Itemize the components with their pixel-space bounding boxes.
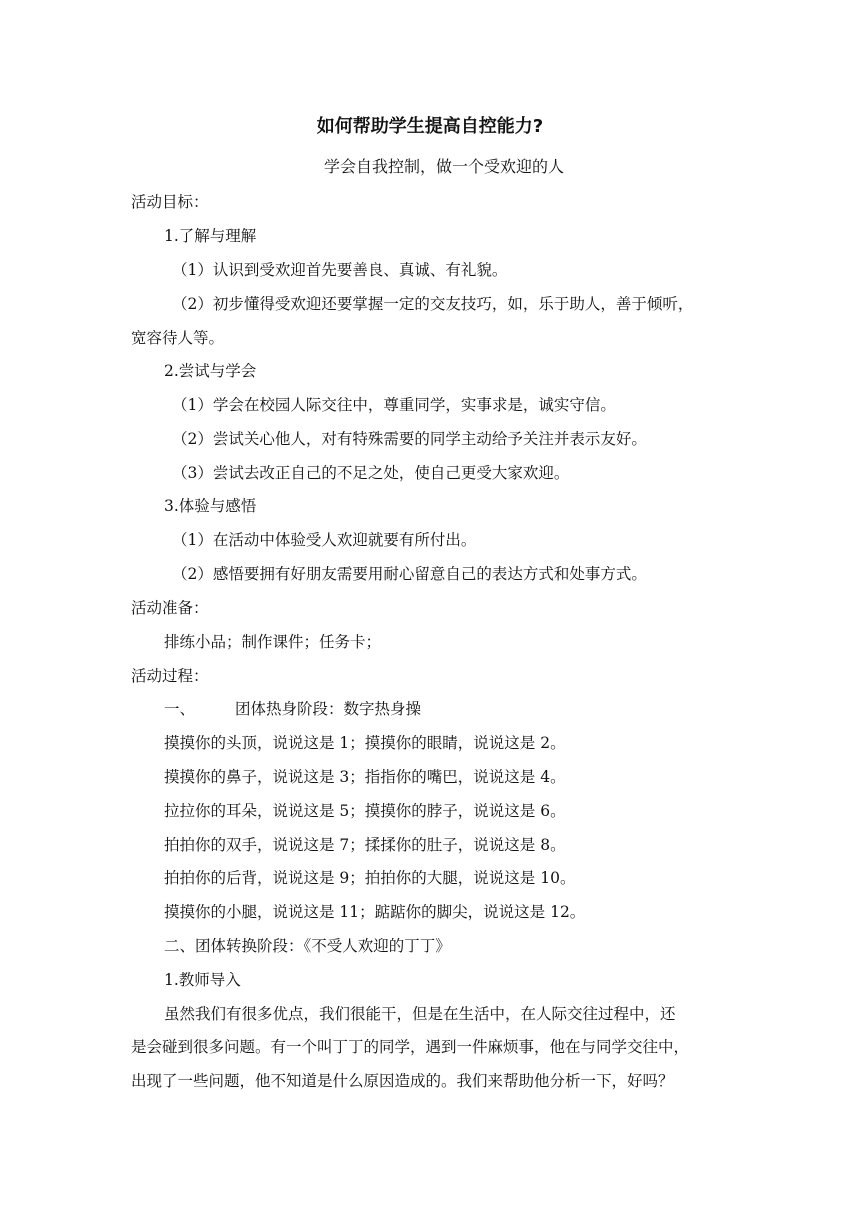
stage2-heading: 二、团体转换阶段：《不受人欢迎的丁丁》: [164, 937, 451, 955]
goal-heading-1: 1.了解与理解: [164, 227, 257, 245]
intro-line: 出现了一些问题，他不知道是什么原因造成的。我们来帮助他分析一下，好吗？: [131, 1072, 674, 1090]
prep-heading: 活动准备：: [131, 599, 209, 617]
stage1-title: 团体热身阶段：数字热身操: [235, 700, 422, 718]
warmup-line: 拍拍你的后背，说说这是 9；拍拍你的大腿，说说这是 10。: [164, 869, 576, 887]
stage1-heading: [164, 697, 421, 721]
warmup-line: 拍拍你的双手，说说这是 7；揉揉你的肚子，说说这是 8。: [164, 836, 566, 854]
intro-line: 虽然我们有很多优点，我们很能干，但是在生活中，在人际交往过程中，还: [164, 1005, 676, 1023]
warmup-line: 拉拉你的耳朵，说说这是 5；摸摸你的脖子，说说这是 6。: [164, 802, 566, 820]
process-heading: 活动过程：: [131, 667, 209, 685]
goal-item: （1）学会在校园人际交往中，尊重同学，实事求是，诚实守信。: [172, 396, 616, 414]
goal-item: （3）尝试去改正自己的不足之处，使自己更受大家欢迎。: [172, 464, 570, 482]
intro-line: 是会碰到很多问题。有一个叫丁丁的同学，遇到一件麻烦事，他在与同学交往中，: [131, 1038, 690, 1056]
goal-item: （1）认识到受欢迎首先要善良、真诚、有礼貌。: [172, 261, 508, 279]
goal-item: （2）初步懂得受欢迎还要掌握一定的交友技巧，如，乐于助人，善于倾听，: [172, 295, 694, 313]
goal-item: （2）尝试关心他人，对有特殊需要的同学主动给予关注并表示友好。: [172, 430, 647, 448]
warmup-line: 摸摸你的小腿，说说这是 11；踮踮你的脚尖，说说这是 12。: [164, 903, 586, 921]
stage1-number: 一、: [164, 700, 196, 718]
goals-heading: 活动目标：: [131, 193, 209, 211]
document-subtitle: 学会自我控制，做一个受欢迎的人: [323, 157, 564, 176]
goal-heading-2: 2.尝试与学会: [164, 362, 257, 380]
goal-item: （2）感悟要拥有好朋友需要用耐心留意自己的表达方式和处事方式。: [172, 565, 647, 583]
prep-text: 排练小品；制作课件；任务卡；: [164, 633, 382, 651]
goal-heading-3: 3.体验与感悟: [164, 497, 257, 515]
warmup-line: 摸摸你的鼻子，说说这是 3；指指你的嘴巴，说说这是 4。: [164, 768, 566, 786]
goal-item: （1）在活动中体验受人欢迎就要有所付出。: [172, 531, 477, 549]
stage2-subheading: 1.教师导入: [164, 971, 241, 989]
warmup-line: 摸摸你的头顶，说说这是 1；摸摸你的眼睛，说说这是 2。: [164, 734, 566, 752]
document-title: 如何帮助学生提高自控能力?: [316, 116, 544, 137]
goal-item-continuation: 宽容待人等。: [131, 329, 225, 347]
